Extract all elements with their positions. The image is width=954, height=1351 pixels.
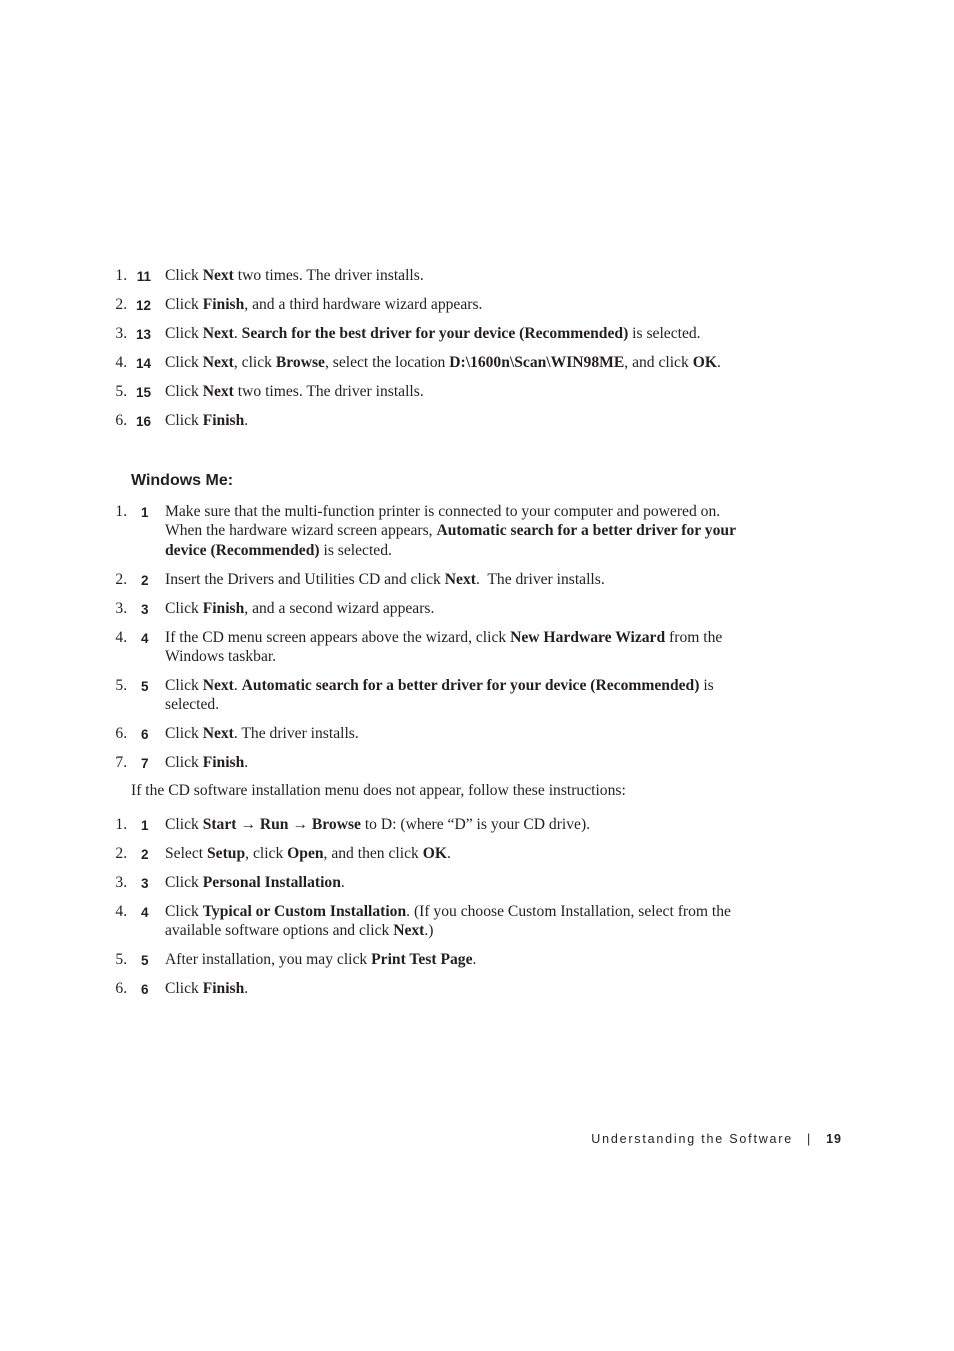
list-item (131, 324, 741, 343)
list-item (131, 353, 741, 372)
step-text: Click Finish. (165, 754, 249, 772)
list-item (131, 382, 741, 401)
list-item (131, 599, 741, 618)
step-text: Select Setup, click Open, and then click OK. (165, 844, 451, 862)
step-number: 4. 14 (135, 355, 151, 371)
step-text: Click Typical or Custom Installation. (If you choose Custom Installation, select from the available software options and click Next.) (165, 902, 731, 940)
step-number: 5. 5 (141, 678, 149, 694)
list-item (131, 902, 741, 941)
list-item (131, 815, 741, 834)
page-number: 19 (826, 1132, 842, 1146)
step-number: 6. 6 (141, 727, 149, 743)
step-text: Make sure that the multi-function printer is connected to your computer and powered on. When the hardware wizard screen appears, Automatic search for a better driver for your device (Recommended) is selected. (165, 503, 736, 559)
step-number: 6. 16 (135, 413, 151, 429)
step-number: 2. 2 (141, 572, 149, 588)
step-text: Click Next. The driver installs. (165, 725, 359, 743)
instructions-paragraph: If the CD software installation menu does not appear, follow these instructions: (131, 782, 626, 799)
steps-list-windows-me (131, 502, 741, 782)
list-item (131, 844, 741, 863)
section-heading: Windows Me: (131, 472, 234, 489)
step-text: Click Start → Run → Browse to D: (where “D” is your CD drive). (165, 816, 591, 833)
step-text: Click Personal Installation. (165, 873, 345, 891)
step-number: 1. 11 (136, 269, 151, 284)
step-number: 1. 1 (141, 505, 149, 520)
step-text: Click Next, click Browse, select the location D:\1600n\Scan\WIN98ME, and click OK. (165, 353, 721, 371)
step-number: 3. 3 (141, 875, 149, 891)
step-number: 5. 5 (141, 953, 149, 969)
step-number: 7. 7 (141, 756, 149, 772)
list-item (131, 502, 741, 560)
step-number: 4. 4 (141, 630, 149, 646)
step-number: 4. 4 (141, 904, 149, 920)
step-number: 2. 2 (141, 846, 149, 862)
list-item (131, 266, 741, 285)
footer-section-title: Understanding the Software (591, 1132, 794, 1146)
list-item (131, 676, 741, 715)
list-item (131, 724, 741, 743)
step-text: Insert the Drivers and Utilities CD and click Next. The driver installs. (165, 570, 605, 588)
list-item (131, 950, 741, 969)
page-footer (591, 1132, 842, 1146)
footer-separator: | (807, 1132, 813, 1146)
step-text: Click Next. Automatic search for a better driver for your device (Recommended) is selected. (165, 676, 714, 714)
steps-list-cd-menu (131, 815, 741, 1008)
step-number: 5. 15 (135, 384, 151, 400)
step-number: 3. 13 (135, 326, 151, 342)
step-text: Click Finish, and a second wizard appears. (165, 599, 435, 617)
step-number: 1. 1 (141, 818, 149, 833)
step-text: Click Finish. (165, 980, 249, 998)
step-text: Click Next. Search for the best driver for your device (Recommended) is selected. (165, 324, 701, 342)
step-text: Click Next two times. The driver installs. (165, 267, 424, 284)
step-text: If the CD menu screen appears above the wizard, click New Hardware Wizard from the Windows taskbar. (165, 628, 723, 665)
list-item (131, 873, 741, 892)
step-number: 6. 6 (141, 982, 149, 998)
list-item (131, 570, 741, 589)
step-text: Click Finish. (165, 411, 249, 429)
step-text: Click Finish, and a third hardware wizard appears. (165, 295, 483, 313)
list-item (131, 411, 741, 430)
step-number: 3. 3 (141, 601, 149, 617)
list-item (131, 979, 741, 998)
list-item (131, 628, 741, 667)
steps-list-continued (131, 266, 741, 440)
list-item (131, 295, 741, 314)
list-item (131, 753, 741, 772)
step-text: Click Next two times. The driver installs. (165, 382, 424, 400)
step-text: After installation, you may click Print Test Page. (165, 951, 477, 969)
step-number: 2. 12 (135, 297, 151, 313)
